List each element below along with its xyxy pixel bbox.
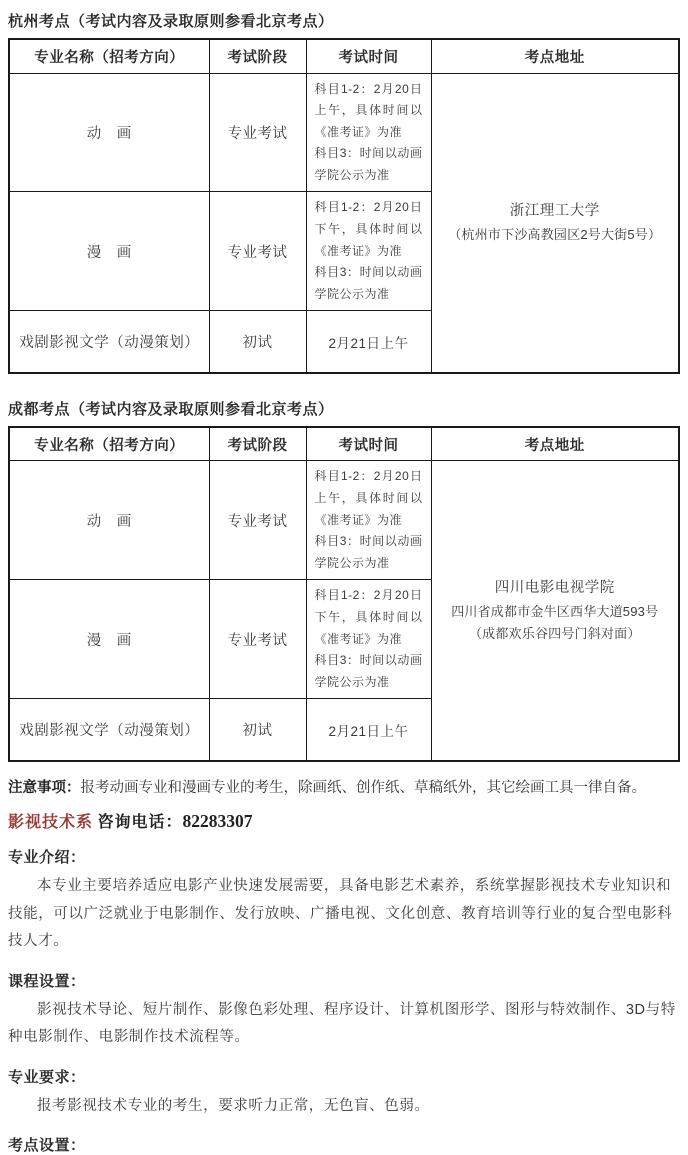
- venue-address-line: （成都欢乐谷四号门斜对面）: [468, 625, 641, 641]
- stage-cell: 专业考试: [209, 192, 306, 311]
- venue-address-cell: [431, 73, 679, 373]
- major-cell: 戏剧影视文学（动漫策划）: [9, 699, 209, 761]
- stage-cell: 初试: [209, 311, 306, 373]
- venue-address-cell: [431, 461, 679, 761]
- notice-line: [8, 777, 682, 800]
- major-cell: 动 画: [9, 461, 209, 580]
- column-header-address: 考点地址: [431, 39, 679, 73]
- time-cell: [306, 580, 431, 699]
- notice-text: 报考动画专业和漫画专业的考生，除画纸、创作纸、草稿纸外，其它绘画工具一律自备。: [80, 779, 646, 796]
- intro-paragraph: 本专业主要培养适应电影产业快速发展需要，具备电影艺术素养，系统掌握影视技术专业知识和技能，可以广泛就业于电影制作、发行放映、广播电视、文化创意、教育培训等行业的复合型电影科技人才。: [8, 878, 673, 950]
- hangzhou-exam-table: [8, 38, 680, 374]
- notice-label: 注意事项：: [8, 779, 81, 796]
- department-contact-line: [8, 809, 682, 832]
- time-line: 科目3：时间以动画学院公示为准: [314, 265, 423, 301]
- column-header-stage: 考试阶段: [209, 39, 306, 73]
- department-name: 影视技术系: [8, 814, 94, 832]
- major-cell: 戏剧影视文学（动漫策划）: [9, 311, 209, 373]
- table-header-row: [9, 39, 679, 73]
- phone-number: 82283307: [182, 811, 253, 832]
- hangzhou-section-title: 杭州考点（考试内容及录取原则参看北京考点）: [8, 13, 334, 30]
- courses-paragraph: 影视技术导论、短片制作、影像色彩处理、程序设计、计算机图形学、图形与特效制作、3D与特种电影制作、电影制作技术流程等。: [8, 1001, 676, 1046]
- time-cell: [306, 699, 431, 761]
- time-line: 2月21日上午: [328, 723, 409, 739]
- column-header-major: 专业名称（招考方向）: [9, 427, 209, 461]
- time-line: 科目3：时间以动画学院公示为准: [314, 534, 423, 570]
- intro-heading: 专业介绍：: [8, 849, 86, 867]
- major-cell: 漫 画: [9, 580, 209, 699]
- time-line: 科目3：时间以动画学院公示为准: [314, 653, 423, 689]
- time-line: 2月21日上午: [328, 335, 409, 351]
- chengdu-section-title: 成都考点（考试内容及录取原则参看北京考点）: [8, 400, 334, 418]
- time-line: 科目1-2：2月20日上午，具体时间以《准考证》为准: [314, 469, 423, 527]
- phone-label: 咨询电话：: [97, 814, 183, 832]
- stage-cell: 专业考试: [209, 461, 306, 580]
- column-header-major: 专业名称（招考方向）: [9, 39, 209, 73]
- time-cell: [306, 461, 431, 580]
- time-cell: [306, 311, 431, 373]
- column-header-time: 考试时间: [306, 39, 431, 73]
- major-cell: 漫 画: [9, 192, 209, 311]
- column-header-stage: 考试阶段: [209, 427, 306, 461]
- time-line: 科目1-2：2月20日下午，具体时间以《准考证》为准: [314, 200, 423, 258]
- major-cell: 动 画: [9, 73, 209, 192]
- table-row: [9, 73, 679, 192]
- time-cell: [306, 73, 431, 192]
- column-header-time: 考试时间: [306, 427, 431, 461]
- stage-cell: 初试: [209, 699, 306, 761]
- time-line: 科目3：时间以动画学院公示为准: [314, 146, 423, 182]
- stage-cell: 专业考试: [209, 73, 306, 192]
- time-line: 科目1-2：2月20日下午，具体时间以《准考证》为准: [314, 588, 423, 646]
- courses-heading: 课程设置：: [8, 972, 86, 990]
- column-header-address: 考点地址: [431, 427, 679, 461]
- time-line: 科目1-2：2月20日上午，具体时间以《准考证》为准: [314, 81, 423, 139]
- venue-address-line: 四川省成都市金牛区西华大道593号: [451, 603, 659, 619]
- venue-address-line: （杭州市下沙高教园区2号大街5号）: [448, 226, 662, 242]
- exam-sites-heading: 考点设置：: [8, 1137, 86, 1155]
- requirements-heading: 专业要求：: [8, 1068, 86, 1086]
- stage-cell: 专业考试: [209, 580, 306, 699]
- table-header-row: [9, 427, 679, 461]
- chengdu-exam-table: [8, 426, 680, 762]
- venue-name: 浙江理工大学: [509, 203, 600, 220]
- time-cell: [306, 192, 431, 311]
- requirements-paragraph: 报考影视技术专业的考生，要求听力正常，无色盲、色弱。: [37, 1097, 430, 1114]
- venue-name: 四川电影电视学院: [494, 580, 615, 597]
- table-row: [9, 461, 679, 580]
